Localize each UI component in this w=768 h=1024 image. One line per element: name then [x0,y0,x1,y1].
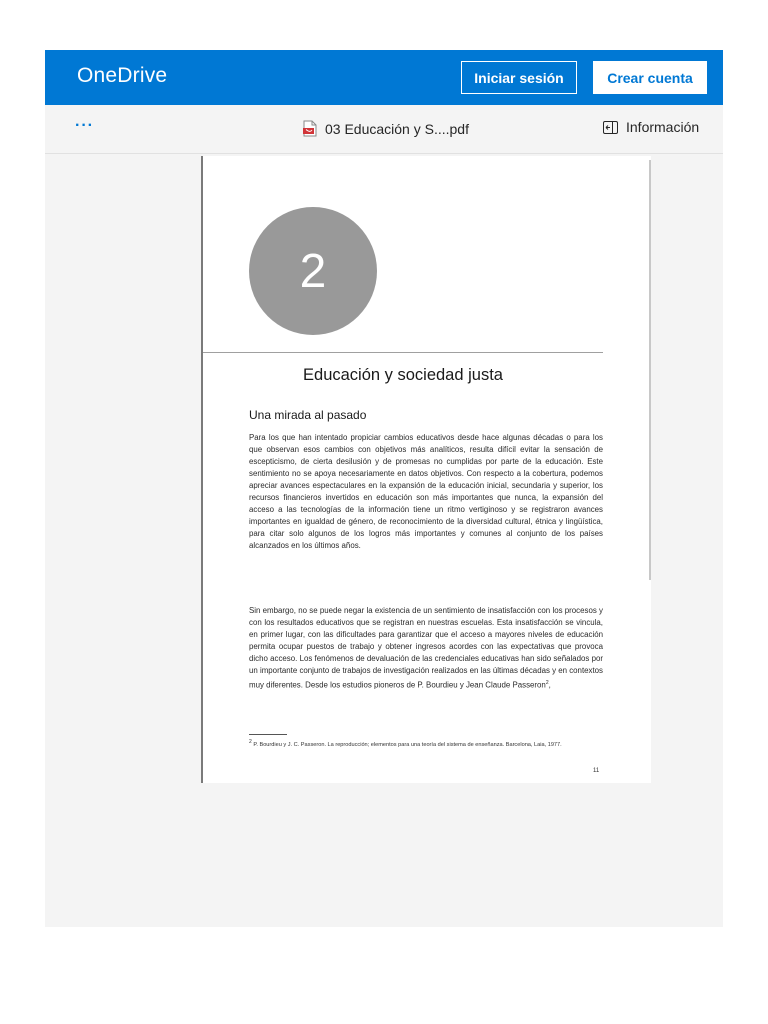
top-bar [45,50,723,105]
body-paragraph: Para los que han intentado propiciar cambios educativos desde hace algunas décadas o para los que observan esos cambios con objetivos más analíticos, resulta difícil evitar la sensación de escepticismo, de cierta desilusión y de promesas no cumplidas por parte de la educación. Este sentimiento no se apoya necesariamente en datos objetivos. Con respecto a la cobertura, podemos apreciar avances espectaculares en la expansión de la educación inicial, secundaria y superior, los recursos financieros invertidos en educación son más importantes que nunca, la expansión del acceso a las tecnologías de la información tiene un ritmo vertiginoso y se registraron avances importantes en igualdad de género, de reconocimiento de la diversidad cultural, étnica y lingüística, para citar solo algunos de los logros más importantes y comunes al conjunto de los países alcanzados en los últimos años. [249,433,603,550]
paragraph-text: Sin embargo, no se puede negar la existencia de un sentimiento de insatisfacción con los procesos y con los resultados educativos que se registran en nuestras escuelas. Esta insatisfacción se vincula, en primer lugar, con las dificultades para garantizar que el acceso a mayores niveles de educación permita ocupar puestos de trabajo y obtener ingresos acordes con las expectativas que provoca dicho acceso. Los fenómenos de devaluación de las credenciales educativas han sido señalados por un importante conjunto de trabajos de investigación realizados en las últimas décadas y en contextos muy diferentes. Desde los estudios pioneros de P. Bourdieu y Jean Claude Passeron [249,606,603,690]
more-options-button[interactable]: ··· [75,117,94,134]
info-button[interactable] [603,119,699,135]
footnote-marker: 2 [249,739,252,745]
sign-in-button[interactable]: Iniciar sesión [461,61,577,94]
chapter-divider [203,352,603,353]
chapter-title: Educación y sociedad justa [303,366,503,384]
onedrive-logo[interactable]: OneDrive [77,64,168,87]
footnote [249,738,603,749]
page-number: 11 [593,768,600,774]
command-bar [45,105,723,154]
footnote-divider [249,734,287,735]
footnote-text: P. Bourdieu y J. C. Passeron. La reproducción; elementos para una teoría del sistema de enseñanza. Barcelona, Laia, 1977. [253,741,562,748]
chapter-number-badge: 2 [249,207,377,335]
onedrive-app [45,50,723,927]
pdf-file-icon [303,120,317,137]
info-label: Información [626,119,700,135]
create-account-button[interactable]: Crear cuenta [593,61,707,94]
page-edge [201,156,203,783]
pdf-page [201,156,651,783]
info-panel-icon [603,121,618,134]
file-title [303,120,469,137]
footnote-reference: 2 [545,680,549,686]
document-viewer[interactable] [45,154,723,927]
section-heading: Una mirada al pasado [249,408,367,422]
file-name: 03 Educación y S....pdf [325,120,469,137]
page-edge [649,160,651,580]
body-paragraph: Sin embargo, no se puede negar la existencia de un sentimiento de insatisfacción con los procesos y con los resultados educativos que se registran en nuestras escuelas. Esta insatisfacción se vincula, en primer lugar, con las dificultades para garantizar que el acceso a mayores niveles de educación permita ocupar puestos de trabajo y obtener ingresos acordes con las expectativas que provoca dicho acceso. Los fenómenos de devaluación de las credenciales educativas han sido señalados por un importante conjunto de trabajos de investigación realizados en las últimas décadas y en contextos muy diferentes. Desde los estudios pioneros de P. Bourdieu y Jean Claude Passeron$^2$, [249,606,603,690]
